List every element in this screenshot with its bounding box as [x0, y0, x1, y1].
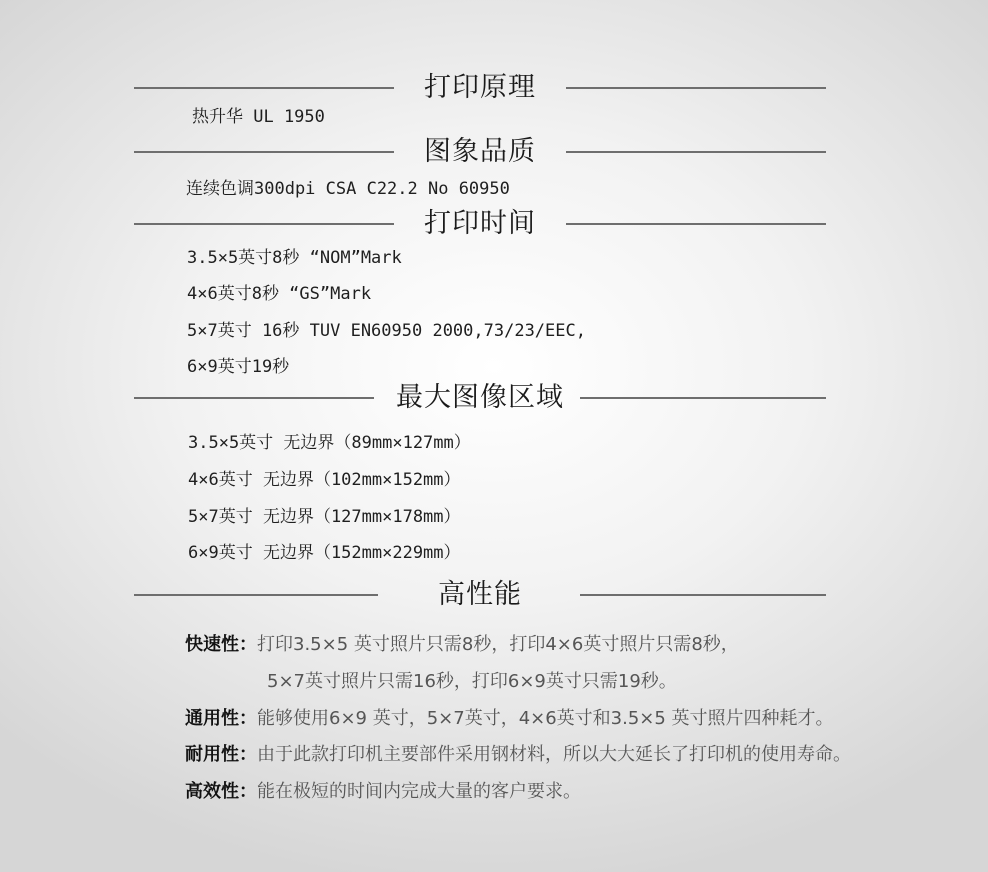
- divider-line: [134, 151, 394, 153]
- performance-text: 能够使用6×9 英寸，5×7英寸，4×6英寸和3.5×5 英寸照片四种耗才。: [257, 708, 834, 729]
- divider-line: [566, 151, 826, 153]
- section-heading-max-image-area: [134, 378, 826, 418]
- performance-item-speed-continuation: [267, 669, 677, 695]
- divider-line: [134, 87, 394, 89]
- performance-item-durability: [185, 742, 851, 768]
- spec-line: 热升华 UL 1950: [192, 107, 325, 127]
- divider-line: [134, 594, 378, 596]
- spec-line: 5×7英寸 16秒 TUV EN60950 2000,73/23/EEC,: [187, 321, 586, 341]
- divider-line: [566, 87, 826, 89]
- section-heading-printing-principle: [134, 68, 826, 108]
- performance-label: 耐用性：: [185, 744, 257, 765]
- divider-line: [580, 594, 826, 596]
- spec-line: 4×6英寸 无边界（102mm×152mm）: [188, 470, 461, 490]
- section-title: 高性能: [438, 579, 522, 610]
- section-heading-image-quality: [134, 132, 826, 172]
- divider-line: [580, 397, 826, 399]
- performance-label: 快速性：: [185, 634, 257, 655]
- performance-item-speed: [185, 632, 739, 658]
- section-heading-printing-time: [134, 204, 826, 244]
- performance-text: 能在极短的时间内完成大量的客户要求。: [257, 781, 581, 802]
- performance-text: 5×7英寸照片只需16秒，打印6×9英寸只需19秒。: [267, 671, 677, 692]
- section-title: 打印时间: [424, 208, 536, 239]
- spec-line: 6×9英寸 无边界（152mm×229mm）: [188, 543, 461, 563]
- section-title: 图象品质: [424, 136, 536, 167]
- spec-line: 3.5×5英寸8秒 “NOM”Mark: [187, 248, 402, 268]
- spec-line: 5×7英寸 无边界（127mm×178mm）: [188, 507, 461, 527]
- divider-line: [566, 223, 826, 225]
- spec-line: 连续色调300dpi CSA C22.2 No 60950: [186, 179, 510, 199]
- performance-item-efficiency: [185, 779, 581, 805]
- performance-item-versatility: [185, 706, 834, 732]
- spec-line: 6×9英寸19秒: [187, 357, 290, 377]
- divider-line: [134, 223, 394, 225]
- performance-text: 由于此款打印机主要部件采用钢材料，所以大大延长了打印机的使用寿命。: [257, 744, 851, 765]
- divider-line: [134, 397, 374, 399]
- section-heading-high-performance: [134, 575, 826, 615]
- spec-line: 3.5×5英寸 无边界（89mm×127mm）: [188, 433, 471, 453]
- performance-label: 通用性：: [185, 708, 257, 729]
- spec-line: 4×6英寸8秒 “GS”Mark: [187, 284, 372, 304]
- performance-text: 打印3.5×5 英寸照片只需8秒，打印4×6英寸照片只需8秒，: [257, 634, 739, 655]
- performance-label: 高效性：: [185, 781, 257, 802]
- section-title: 打印原理: [424, 72, 536, 103]
- section-title: 最大图像区域: [396, 382, 564, 413]
